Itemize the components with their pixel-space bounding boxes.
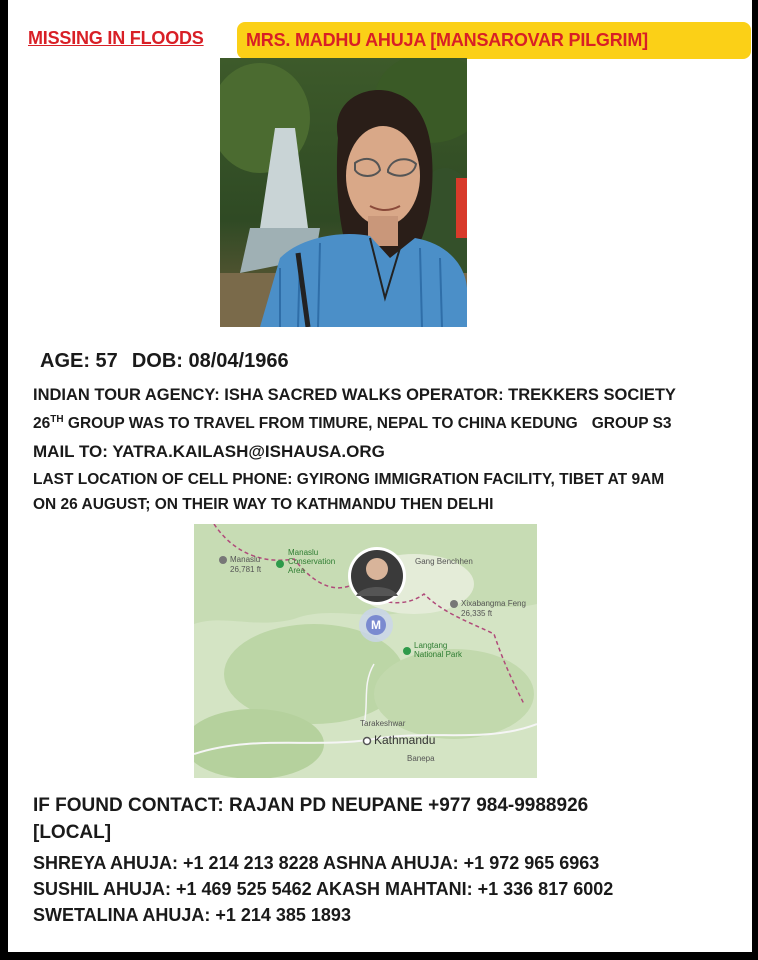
person-photo: [220, 58, 467, 327]
map-label-xixabangma-elevation: 26,335 ft: [461, 609, 493, 618]
group-number: 26: [33, 415, 51, 432]
age: AGE: 57: [40, 350, 118, 372]
tour-agency: INDIAN TOUR AGENCY: ISHA SACRED WALKS OPERATOR: TREKKERS SOCIETY: [33, 386, 676, 404]
map-label-manaslu-elevation: 26,781 ft: [230, 565, 262, 574]
location-marker-icon: M: [371, 618, 381, 632]
mail-contact: MAIL TO: YATRA.KAILASH@ISHAUSA.ORG: [33, 442, 385, 461]
name-banner: [237, 22, 751, 59]
contact-line-2: [LOCAL]: [33, 822, 112, 843]
map-label-xixabangma: Xixabangma Feng: [461, 599, 526, 608]
contact-line-3: SHREYA AHUJA: +1 214 213 8228 ASHNA AHUJA: +1 972 965 6963: [33, 853, 600, 873]
group-travel: [33, 414, 672, 433]
contact-line-1: IF FOUND CONTACT: RAJAN PD NEUPANE +977 984-9988926: [33, 795, 589, 816]
group-route: GROUP WAS TO TRAVEL FROM TIMURE, NEPAL TO CHINA KEDUNG: [63, 415, 578, 432]
map-label-langtang-2: National Park: [414, 650, 463, 659]
last-location-line-1: LAST LOCATION OF CELL PHONE: GYIRONG IMMIGRATION FACILITY, TIBET AT 9AM: [33, 471, 665, 488]
group-code: GROUP S3: [591, 415, 672, 432]
contact-line-4: SUSHIL AHUJA: +1 469 525 5462 AKASH MAHTANI: +1 336 817 6002: [33, 879, 614, 899]
map-label-conservation-3: Area: [288, 566, 305, 575]
contact-line-5: SWETALINA AHUJA: +1 214 385 1893: [33, 905, 351, 925]
map-label-langtang-1: Langtang: [414, 641, 448, 650]
map-label-kathmandu: Kathmandu: [374, 733, 436, 747]
group-suffix: TH: [50, 414, 64, 425]
dob: DOB: 08/04/1966: [131, 350, 289, 372]
map-label-conservation-2: Conservation: [288, 557, 336, 566]
map-label-conservation-1: Manaslu: [288, 548, 319, 557]
map-label-gang-benchhen: Gang Benchhen: [415, 557, 473, 566]
map-label-manaslu: Manaslu: [230, 555, 261, 564]
location-map: [194, 524, 537, 778]
map-label-tarakeshwar: Tarakeshwar: [360, 719, 406, 728]
missing-person-poster: [8, 0, 752, 952]
last-location-line-2: ON 26 AUGUST; ON THEIR WAY TO KATHMANDU THEN DELHI: [33, 496, 494, 513]
person-name: MRS. MADHU AHUJA [MANSAROVAR PILGRIM]: [246, 30, 648, 50]
missing-label: MISSING IN FLOODS: [28, 28, 204, 48]
map-label-banepa: Banepa: [407, 754, 435, 763]
age-dob-line: [40, 350, 303, 373]
